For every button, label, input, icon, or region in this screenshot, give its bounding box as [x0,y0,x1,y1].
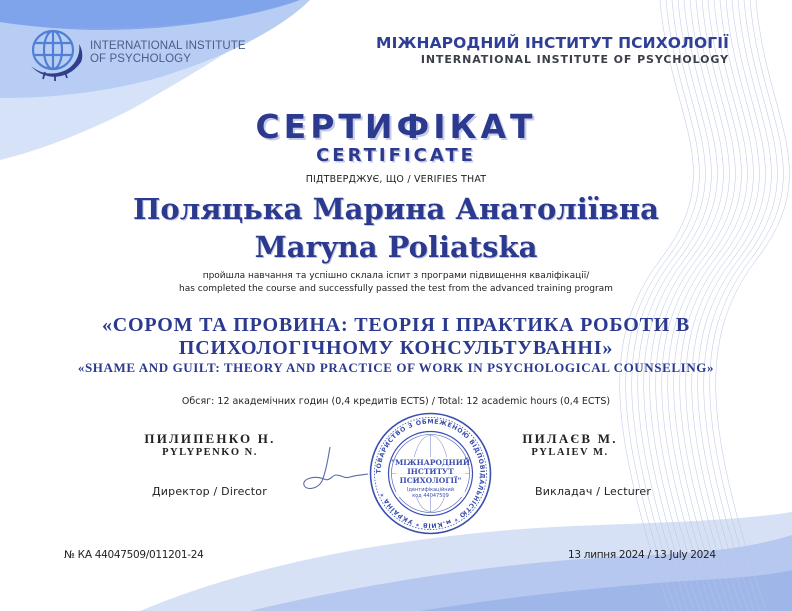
certificate-title-en: CERTIFICATE [316,145,476,166]
logo-text-line1: INTERNATIONAL INSTITUTE [90,40,246,52]
course-title-ua [0,314,792,360]
signatory-name-en: PYLYPENKO N. [162,447,258,458]
certificate-title-ua: СЕРТИФІКАТ [255,107,537,146]
institute-logo [27,26,247,84]
signature-icon [300,445,370,495]
signatory-name-ua: ПИЛИПЕНКО Н. [144,431,276,446]
logo-text-line2: OF PSYCHOLOGY [90,53,191,65]
institute-name-en: INTERNATIONAL INSTITUTE OF PSYCHOLOGY [420,53,729,66]
course-title-ua-line1: «СОРОМ ТА ПРОВИНА: ТЕОРІЯ І ПРАКТИКА РОБОТИ В [101,314,691,336]
course-volume: Обсяг: 12 академічних годин (0,4 кредитів ECTS) / Total: 12 academic hours (0,4 ECTS) [181,396,611,407]
issue-date: 13 липня 2024 / 13 July 2024 [568,549,716,561]
recipient-name-en: Maryna Poliatska [254,230,538,264]
signatory-lecturer [510,431,630,459]
stamp-line5: код 44047509 [412,493,449,499]
signatory-role-director: Директор / Director [152,485,267,498]
stamp-line4: Ідентифікаційний [407,487,454,493]
signatory-director [130,431,290,459]
signatory-name-ua: ПИЛАЄВ М. [522,431,618,446]
signatory-name-en: PYLAIEV M. [531,447,609,458]
institute-name-ua: МІЖНАРОДНИЙ ІНСТИТУТ ПСИХОЛОГІЇ [376,34,729,52]
completion-statement-ua: пройшла навчання та успішно склала іспит з програми підвищення кваліфікації/ [202,271,590,281]
globe-icon [27,26,87,84]
stamp-line2: ІНСТИТУТ [407,467,454,476]
course-title-ua-line2: ПСИХОЛОГІЧНОМУ КОНСУЛЬТУВАННІ» [178,337,614,359]
completion-statement-en: has completed the course and successfully passed the test from the advanced training program [179,284,613,294]
recipient-name-ua: Поляцька Марина Анатоліївна [133,192,659,226]
official-stamp-icon [368,411,493,536]
stamp-line1: "МІЖНАРОДНИЙ [391,458,470,467]
stamp-line3: ПСИХОЛОГІЇ" [399,476,462,485]
verifies-that-label: ПІДТВЕРДЖУЄ, ЩО / VERIFIES THAT [305,174,487,185]
stamp-outer-text: ТОВАРИСТВО З ОБМЕЖЕНОЮ ВІДПОВІДАЛЬНІСТЮ * м.КИЇВ * УКРАЇНА * [375,418,486,529]
completion-statement [0,270,792,296]
signatory-role-lecturer: Викладач / Lecturer [535,485,652,498]
course-title-en: «SHAME AND GUILT: THEORY AND PRACTICE OF WORK IN PSYCHOLOGICAL COUNSELING» [77,360,715,375]
institute-header [376,34,729,68]
certificate-number: № КА 44047509/011201-24 [64,549,204,561]
